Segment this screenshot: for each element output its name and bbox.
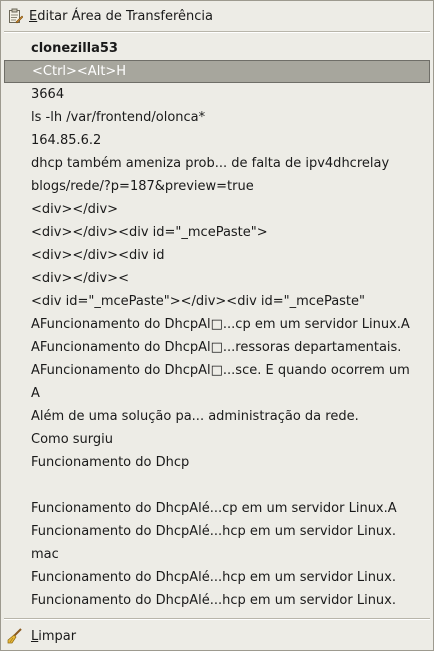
clipboard-history-item[interactable]: <div></div><div id: [31, 248, 165, 263]
clipboard-history-item[interactable]: <div id="_mcePaste"></div><div id="_mcePaste": [31, 294, 366, 309]
clipboard-history-item[interactable]: <div></div><: [31, 271, 129, 286]
clipboard-edit-icon: [7, 8, 23, 24]
clipboard-history-item[interactable]: A: [31, 386, 40, 401]
clipboard-history-item[interactable]: Funcionamento do Dhcp: [31, 455, 190, 470]
edit-clipboard-label: Editar Área de Transferência: [29, 8, 214, 24]
clipboard-history-item[interactable]: Funcionamento do DhcpAlé...hcp em um servidor Linux.: [31, 593, 396, 608]
clipboard-history-item[interactable]: <Ctrl><Alt>H: [4, 60, 430, 83]
clipboard-history-item[interactable]: clonezilla53: [31, 41, 118, 56]
menu-separator: [4, 31, 430, 33]
clipboard-history-item[interactable]: <div></div>: [31, 202, 119, 217]
clipboard-history-item[interactable]: 3664: [31, 87, 65, 102]
clipboard-history-item[interactable]: Funcionamento do DhcpAlé...hcp em um servidor Linux.: [31, 570, 396, 585]
clipboard-history-item[interactable]: AFuncionamento do DhcpAl□...sce. E quando ocorrem um: [31, 363, 410, 378]
clipboard-history-item[interactable]: Funcionamento do DhcpAlé...hcp em um servidor Linux.: [31, 524, 396, 539]
edit-clipboard-menu-item[interactable]: [7, 5, 213, 27]
clipboard-history-item[interactable]: mac: [31, 547, 59, 562]
clear-menu-item[interactable]: [7, 625, 76, 647]
clipboard-history-item[interactable]: AFuncionamento do DhcpAl□...ressoras departamentais.: [31, 340, 402, 355]
broom-icon: [7, 628, 23, 644]
clipboard-history-item[interactable]: ls -lh /var/frontend/olonca*: [31, 110, 206, 125]
menu-separator: [4, 618, 430, 620]
clipboard-history-item[interactable]: Como surgiu: [31, 432, 114, 447]
clipboard-history-item[interactable]: Funcionamento do DhcpAlé...cp em um servidor Linux.A: [31, 501, 397, 516]
clipboard-history-item[interactable]: dhcp também ameniza prob... de falta de ipv4dhcrelay: [31, 156, 390, 171]
clipboard-history-item[interactable]: 164.85.6.2: [31, 133, 102, 148]
clipboard-history-item[interactable]: Além de uma solução pa... administração da rede.: [31, 409, 359, 424]
clipboard-history-list: [1, 37, 433, 612]
clear-label: Limpar: [31, 628, 77, 644]
clipboard-history-item[interactable]: AFuncionamento do DhcpAl□...cp em um servidor Linux.A: [31, 317, 410, 332]
clipboard-history-item[interactable]: [1, 474, 433, 497]
clipboard-history-item[interactable]: <div></div><div id="_mcePaste">: [31, 225, 268, 240]
clipboard-history-item[interactable]: blogs/rede/?p=187&preview=true: [31, 179, 254, 194]
